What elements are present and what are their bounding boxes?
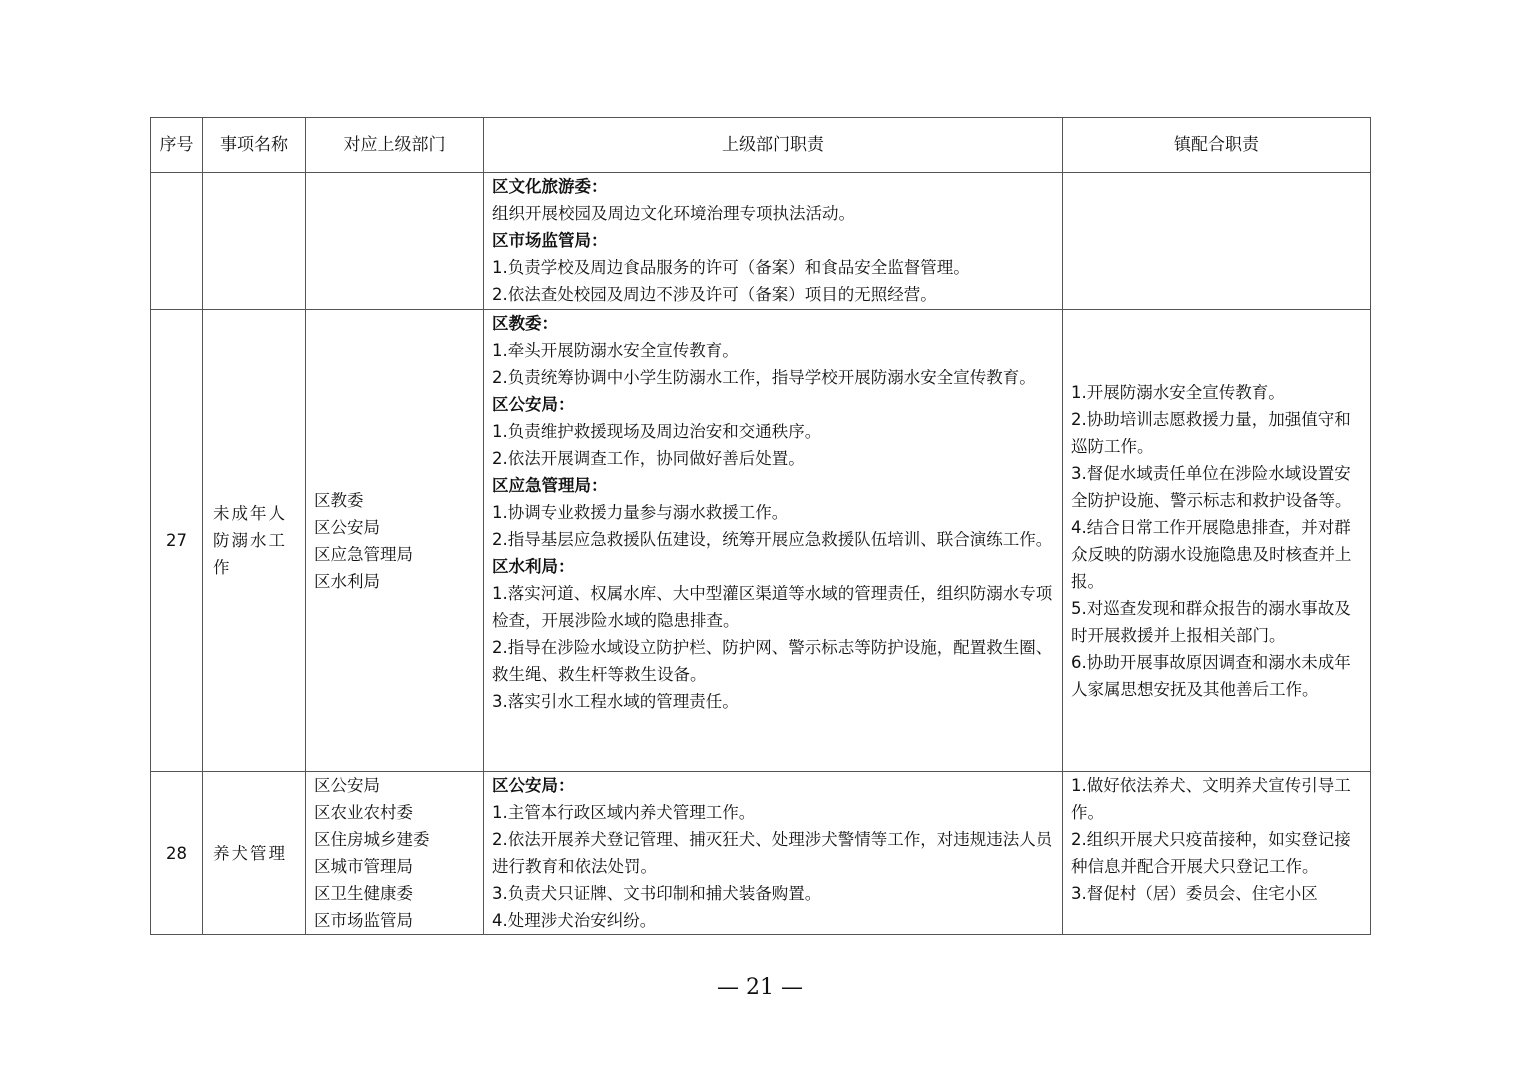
- table-row: [151, 310, 1371, 772]
- row-number: [151, 173, 203, 310]
- duty-item: 2.指导在涉险水域设立防护栏、防护网、警示标志等防护设施，配置救生圈、救生绳、救生杆等救生设备。: [492, 638, 1053, 684]
- table-row: [151, 173, 1371, 310]
- duty-item: 1.主管本行政区域内养犬管理工作。: [492, 803, 756, 822]
- header-name: 事项名称: [203, 118, 306, 173]
- town-duty-item: 2.组织开展犬只疫苗接种，如实登记接种信息并配合开展犬只登记工作。: [1071, 830, 1351, 876]
- department-name: 区农业农村委: [314, 803, 413, 822]
- duty-item: 1.负责学校及周边食品服务的许可（备案）和食品安全监督管理。: [492, 258, 970, 277]
- town-duty-item: 6.协助开展事故原因调查和溺水未成年人家属思想安抚及其他善后工作。: [1071, 652, 1351, 699]
- duty-department-heading: 区应急管理局：: [492, 476, 608, 495]
- department-name: 区水利局: [314, 571, 380, 591]
- duty-item: 1.牵头开展防溺水安全宣传教育。: [492, 341, 739, 360]
- town-duty-item: 1.开展防溺水安全宣传教育。: [1071, 382, 1285, 402]
- duty-item: 2.依法开展养犬登记管理、捕灭狂犬、处理涉犬警情等工作，对违规违法人员进行教育和依法处罚。: [492, 830, 1053, 876]
- department-name: 区应急管理局: [314, 544, 413, 564]
- header-row: [151, 118, 1371, 173]
- department-name: 区公安局: [314, 517, 380, 537]
- duty-table: [150, 117, 1371, 935]
- department-name: 区城市管理局: [314, 857, 413, 876]
- town-duties: [1063, 310, 1371, 772]
- page-number: — 21 —: [717, 975, 803, 1000]
- superior-duties: [484, 173, 1063, 310]
- superior-departments: [306, 310, 484, 772]
- town-duty-item: 3.督促水域责任单位在涉险水域设置安全防护设施、警示标志和救护设备等。: [1071, 463, 1352, 510]
- duty-item: 3.负责犬只证牌、文书印制和捕犬装备购置。: [492, 884, 822, 903]
- row-number: 27: [151, 310, 203, 772]
- duty-item: 组织开展校园及周边文化环境治理专项执法活动。: [492, 204, 855, 223]
- duty-department-heading: 区市场监管局：: [492, 231, 608, 250]
- header-duty: 上级部门职责: [484, 118, 1063, 173]
- item-name: 未成年人防溺水工作: [203, 310, 306, 772]
- town-duty-item: 4.结合日常工作开展隐患排查，并对群众反映的防溺水设施隐患及时核查并上报。: [1071, 517, 1352, 591]
- duty-item: 2.依法查处校园及周边不涉及许可（备案）项目的无照经营。: [492, 285, 937, 304]
- duty-item: 2.依法开展调查工作，协同做好善后处置。: [492, 449, 805, 468]
- duty-item: 1.协调专业救援力量参与溺水救援工作。: [492, 503, 789, 522]
- header-town: 镇配合职责: [1063, 118, 1371, 173]
- table-row: [151, 772, 1371, 935]
- superior-departments: [306, 772, 484, 935]
- duty-item: 3.落实引水工程水域的管理责任。: [492, 692, 739, 711]
- town-duties: [1063, 772, 1371, 935]
- town-duties: [1063, 173, 1371, 310]
- duty-item: 4.处理涉犬治安纠纷。: [492, 911, 657, 930]
- department-name: 区住房城乡建委: [314, 830, 430, 849]
- duty-item: 1.负责维护救援现场及周边治安和交通秩序。: [492, 422, 822, 441]
- department-name: 区卫生健康委: [314, 884, 413, 903]
- department-name: 区公安局: [314, 776, 380, 795]
- header-seq: 序号: [151, 118, 203, 173]
- town-duty-item: 1.做好依法养犬、文明养犬宣传引导工作。: [1071, 776, 1351, 822]
- duty-department-heading: 区文化旅游委：: [492, 177, 608, 196]
- header-dept: 对应上级部门: [306, 118, 484, 173]
- superior-duties: [484, 772, 1063, 935]
- town-duty-item: 3.督促村（居）委员会、住宅小区: [1071, 884, 1318, 903]
- superior-departments: [306, 173, 484, 310]
- duty-department-heading: 区公安局：: [492, 776, 575, 795]
- duty-department-heading: 区水利局：: [492, 557, 575, 576]
- department-name: 区市场监管局: [314, 911, 413, 930]
- item-name: [203, 173, 306, 310]
- duty-item: 2.指导基层应急救援队伍建设，统筹开展应急救援队伍培训、联合演练工作。: [492, 530, 1053, 549]
- town-duty-item: 5.对巡查发现和群众报告的溺水事故及时开展救援并上报相关部门。: [1071, 598, 1351, 645]
- duty-department-heading: 区公安局：: [492, 395, 575, 414]
- department-name: 区教委: [314, 490, 364, 510]
- duty-item: 2.负责统筹协调中小学生防溺水工作，指导学校开展防溺水安全宣传教育。: [492, 368, 1036, 387]
- town-duty-item: 2.协助培训志愿救援力量，加强值守和巡防工作。: [1071, 409, 1351, 456]
- item-name: 养犬管理: [203, 772, 306, 935]
- duty-item: 1.落实河道、权属水库、大中型灌区渠道等水域的管理责任，组织防溺水专项检查，开展涉险水域的隐患排查。: [492, 584, 1053, 630]
- duty-department-heading: 区教委：: [492, 314, 558, 333]
- row-number: 28: [151, 772, 203, 935]
- superior-duties: [484, 310, 1063, 772]
